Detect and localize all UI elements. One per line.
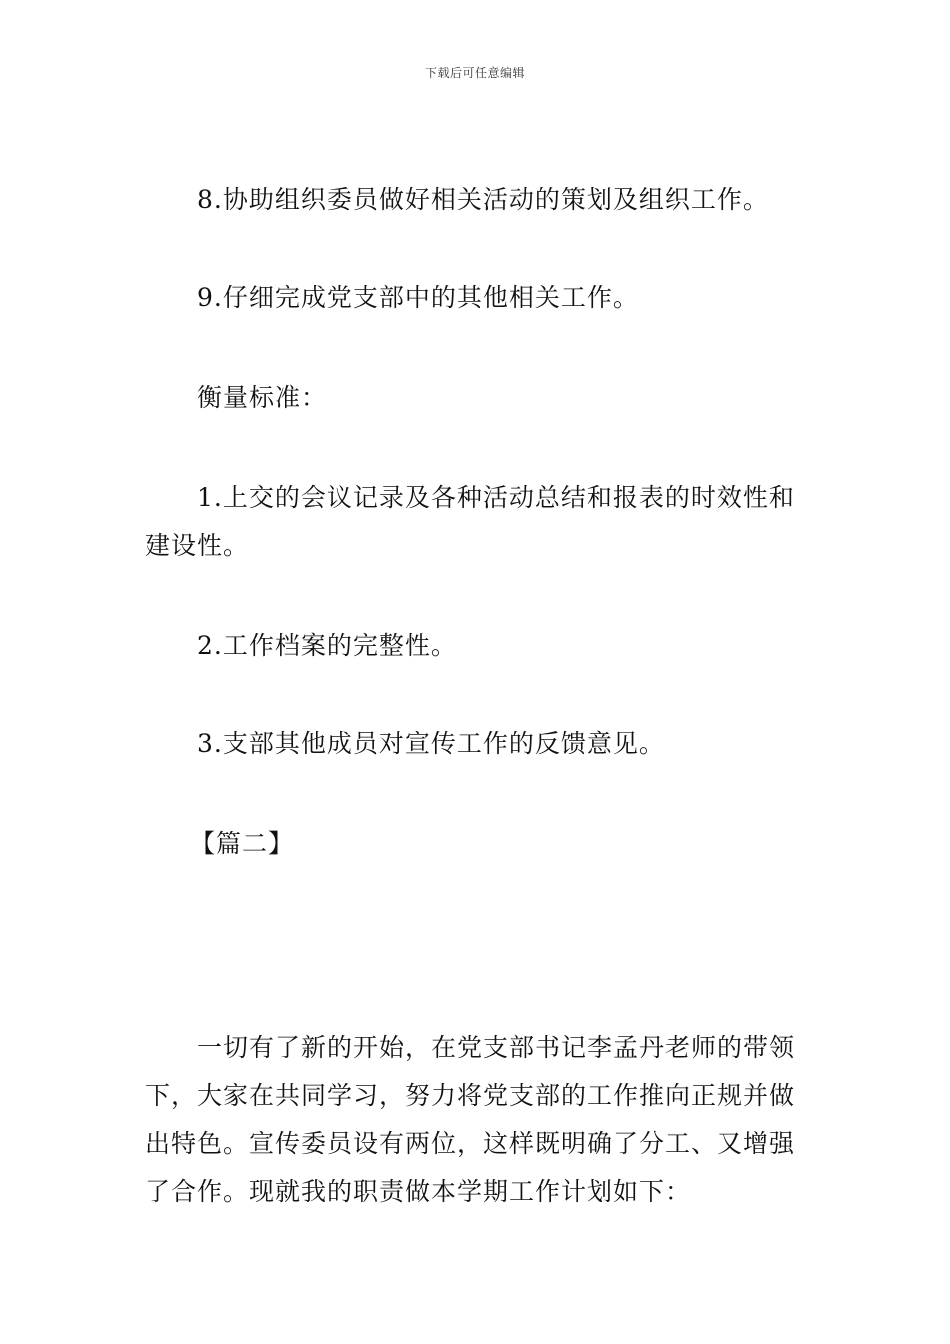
measure-item-1: 1.上交的会议记录及各种活动总结和报表的时效性和建设性。 <box>145 483 795 560</box>
list-item-8: 8.协助组织委员做好相关活动的策划及组织工作。 <box>197 185 769 214</box>
measure-heading: 衡量标准： <box>197 383 328 412</box>
page-header-watermark: 下载后可任意编辑 <box>424 66 525 80</box>
measure-item-3: 3.支部其他成员对宣传工作的反馈意见。 <box>197 729 665 758</box>
list-item-9: 9.仔细完成党支部中的其他相关工作。 <box>197 283 639 312</box>
section-title: 【篇二】 <box>190 829 295 858</box>
measure-item-2: 2.工作档案的完整性。 <box>197 631 457 660</box>
intro-paragraph: 一切有了新的开始，在党支部书记李孟丹老师的带领下，大家在共同学习，努力将党支部的工作推向正规并做出特色。宣传委员设有两位，这样既明确了分工、又增强了合作。现就我的职责做本学期工作计划如下： <box>145 1033 796 1206</box>
